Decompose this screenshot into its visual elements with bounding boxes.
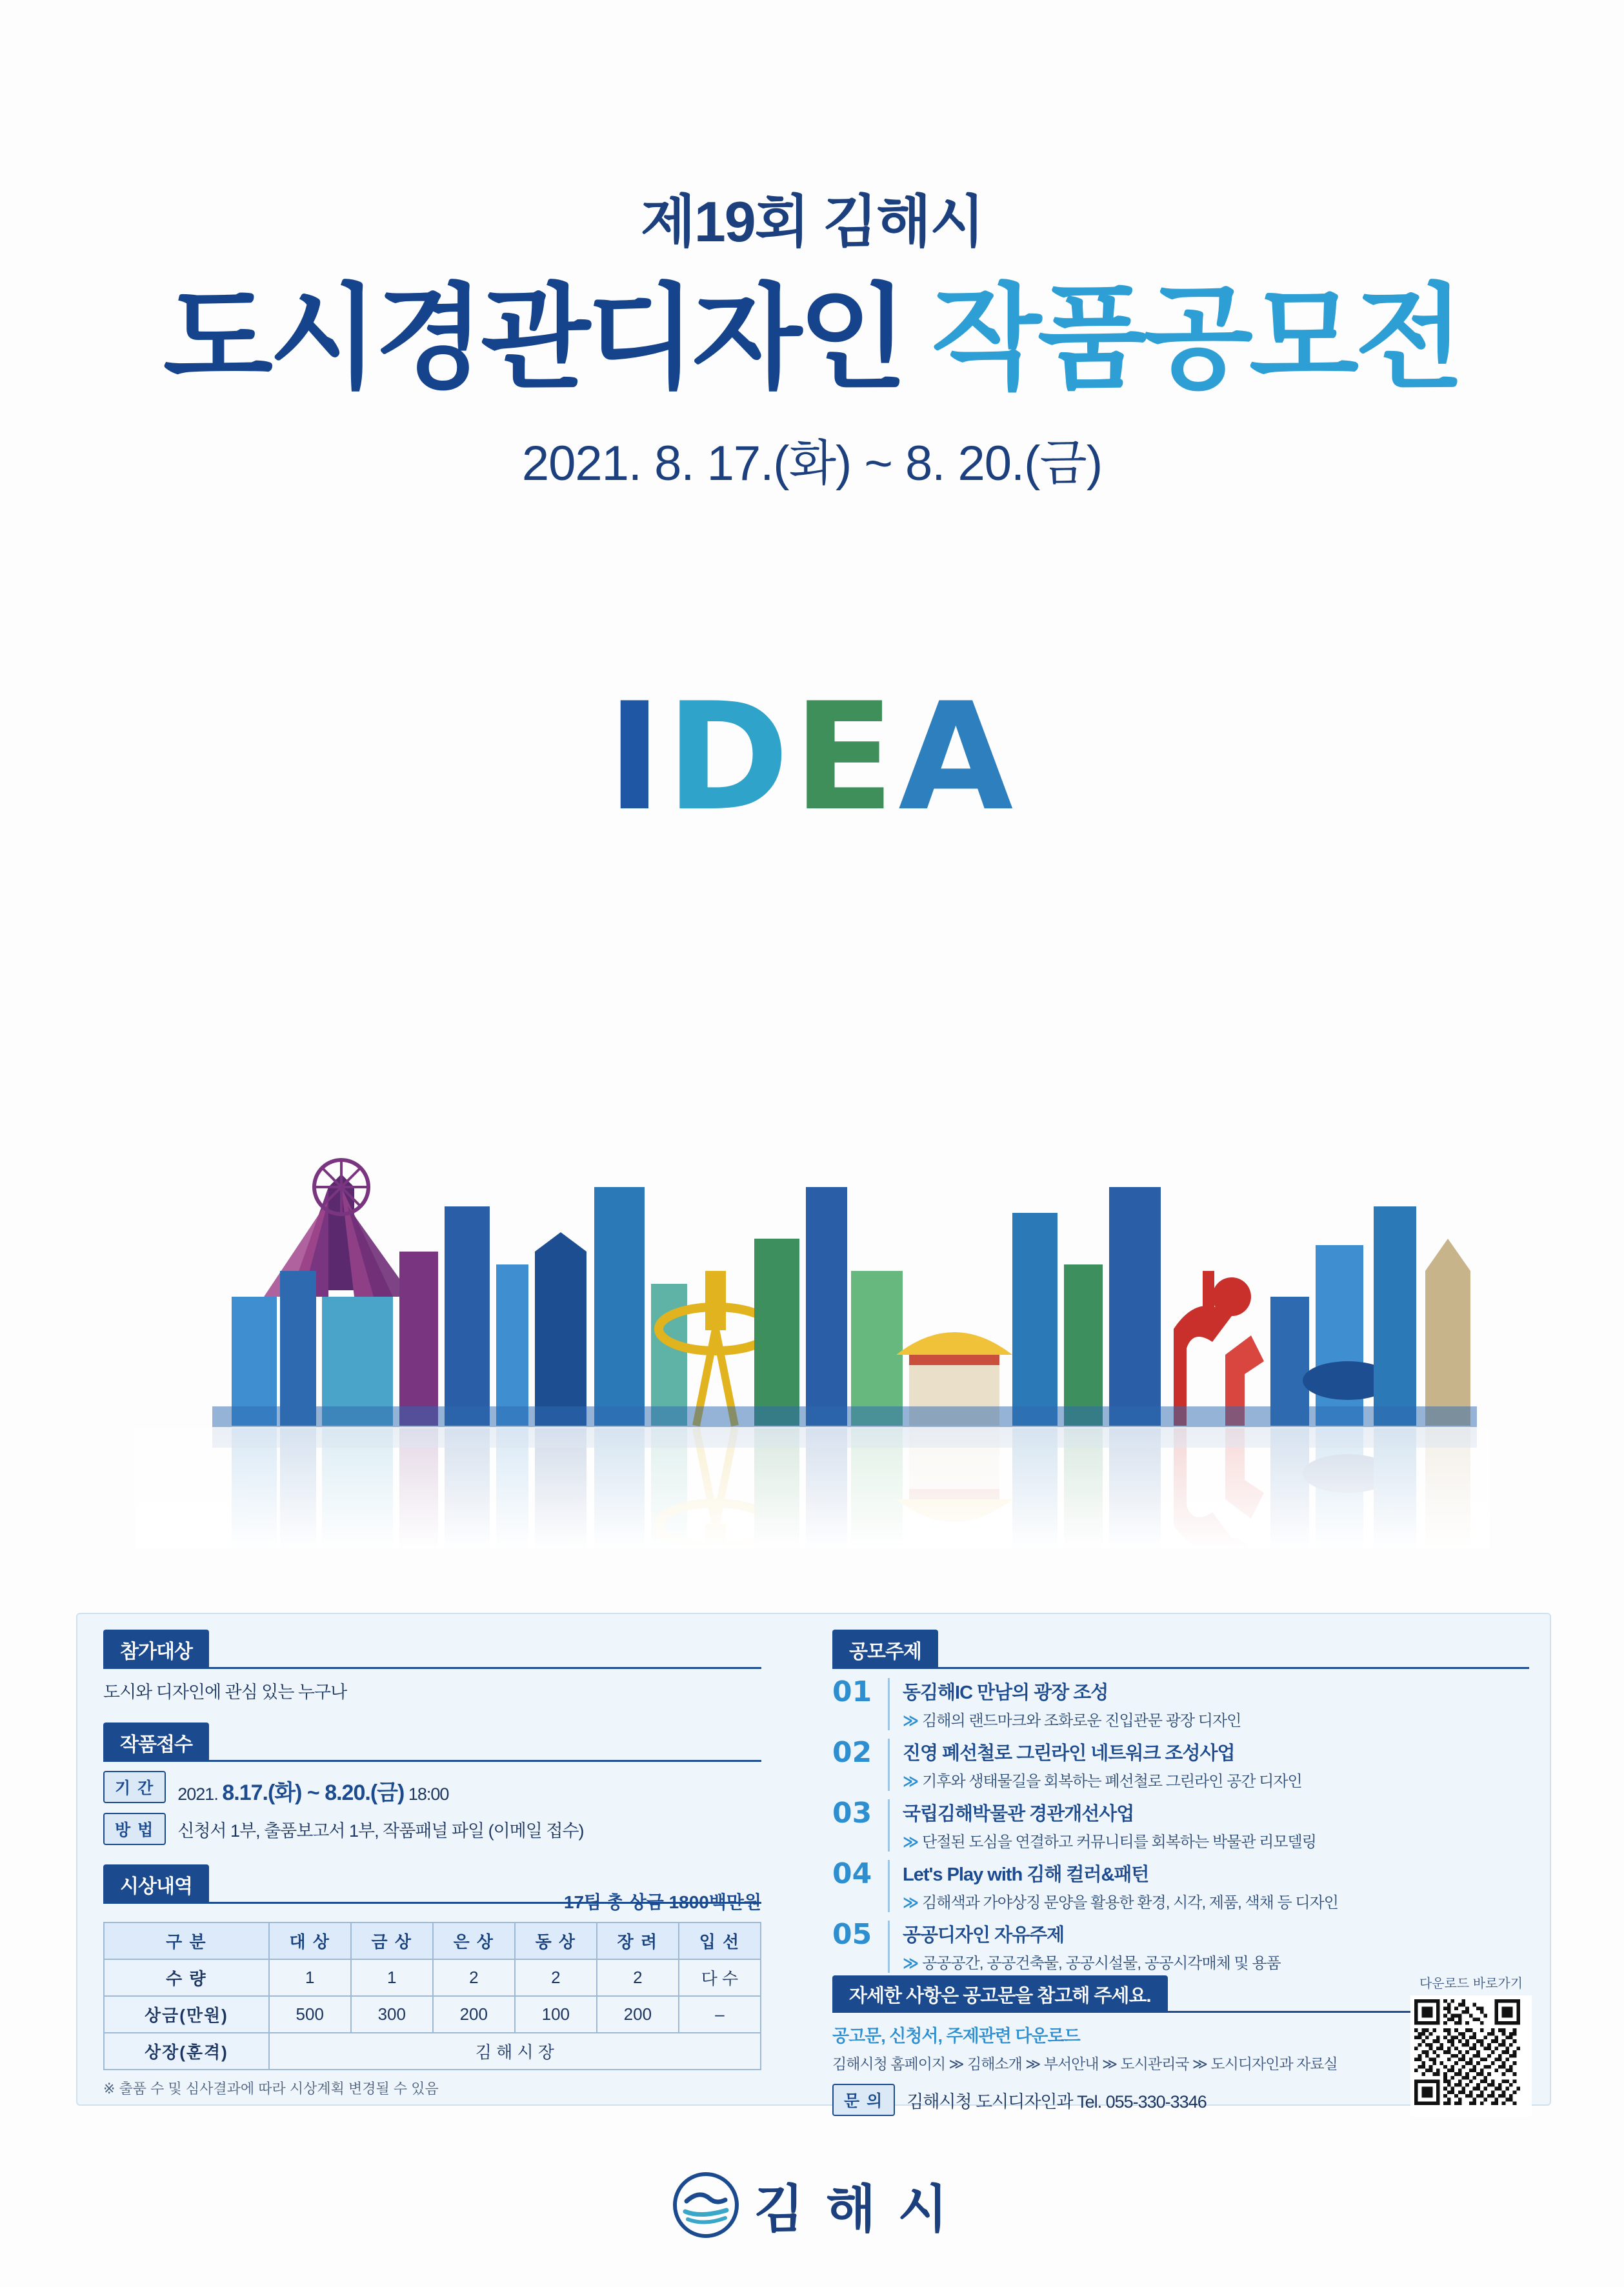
awards-col-4: 동 상: [515, 1922, 597, 1959]
awards-row0-cell1: 1: [351, 1959, 433, 1996]
poster-header: [0, 190, 1624, 494]
list-item: [832, 1918, 1529, 1973]
participants-heading: 참가대상: [103, 1630, 209, 1669]
topic-sub-04: [903, 1890, 1338, 1912]
participants-text: 도시와 디자인에 관심 있는 누구나: [103, 1683, 347, 1702]
table-row: [104, 1996, 761, 2033]
list-item: [832, 1857, 1529, 1912]
submission-section: [103, 1723, 761, 1845]
city-logo-text: 김 해 시: [754, 2181, 952, 2238]
qr-block[interactable]: [1407, 1973, 1536, 2117]
awards-row0-cell0: 1: [269, 1959, 351, 1996]
awards-col-0: 구 분: [104, 1922, 269, 1959]
awards-row1-cell3: 100: [515, 1996, 597, 2033]
awards-row0-cell5: 다 수: [679, 1959, 761, 1996]
city-logo: [672, 2168, 951, 2242]
notice-path-line: 김해시청 홈페이지 ≫ 김해소개 ≫ 부서안내 ≫ 도시관리국 ≫ 도시디자인과 자료실: [832, 2055, 1338, 2072]
awards-col-3: 은 상: [433, 1922, 515, 1959]
topic-title-02: 진영 폐선철로 그린라인 네트워크 조성사업: [903, 1743, 1235, 1764]
footer: [0, 2168, 1624, 2242]
table-row: [104, 2033, 761, 2070]
participants-section: [103, 1630, 761, 1703]
awards-heading: 시상내역: [103, 1864, 209, 1904]
topic-sub-text-05: 공공공간, 공공건축물, 공공시설물, 공공시각매체 및 용품: [922, 1955, 1281, 1972]
awards-row0-label: 수 량: [104, 1959, 269, 1996]
list-item: [832, 1736, 1529, 1791]
awards-col-6: 입 선: [679, 1922, 761, 1959]
contact-label: 문 의: [832, 2084, 895, 2116]
contact-value: 김해시청 도시디자인과 Tel. 055-330-3346: [907, 2092, 1207, 2112]
idea-letter-i: I: [606, 672, 667, 844]
submission-period-label: 기 간: [103, 1771, 166, 1803]
table-row: [104, 1959, 761, 1996]
topic-number-01: 01: [832, 1675, 872, 1708]
idea-wordmark: [0, 672, 1624, 844]
topic-title-01: 동김해IC 만남의 광장 조성: [903, 1683, 1108, 1703]
awards-footnote: ※ 출품 수 및 심사결과에 따라 시상계획 변경될 수 있음: [103, 2081, 439, 2097]
idea-letter-a: A: [898, 672, 1018, 844]
topic-title-05: 공공디자인 자유주제: [903, 1925, 1065, 1946]
awards-col-1: 대 상: [269, 1922, 351, 1959]
awards-row0-cell2: 2: [433, 1959, 515, 1996]
submission-method-value: 신청서 1부, 출품보고서 1부, 작품패널 파일 (이메일 접수): [177, 1821, 584, 1841]
topic-sub-text-01: 김해의 랜드마크와 조화로운 진입관문 광장 디자인: [922, 1712, 1241, 1730]
list-item: [832, 1799, 1529, 1852]
topic-sub-01: [903, 1708, 1241, 1730]
gimhae-logo-icon: [672, 2172, 739, 2239]
topic-sub-03: [903, 1829, 1316, 1852]
submission-period-row: [103, 1771, 761, 1806]
awards-row1-cell4: 200: [597, 1996, 679, 2033]
topic-sub-text-04: 김해색과 가야상징 문양을 활용한 환경, 시각, 제품, 색채 등 디자인: [922, 1894, 1338, 1912]
chevron-right-icon: ≫: [903, 1773, 919, 1790]
awards-section: [103, 1864, 761, 2098]
awards-cert-value: 김 해 시 장: [269, 2033, 761, 2070]
awards-col-5: 장 려: [597, 1922, 679, 1959]
notice-heading: 자세한 사항은 공고문을 참고해 주세요.: [832, 1975, 1168, 2013]
awards-total-note: 17팀 총 상금 1800백만원: [563, 1892, 761, 1912]
topic-title-04: Let's Play with 김해 컬러&패턴: [903, 1864, 1149, 1885]
page-title-part1: 도시경관디자인: [163, 275, 905, 402]
topics-heading: 공모주제: [832, 1630, 938, 1669]
qr-label: 다운로드 바로가기: [1419, 1977, 1523, 1991]
city-skyline-illustration: [0, 994, 1624, 1548]
submission-period-suffix: 18:00: [408, 1784, 449, 1804]
idea-letter-e: E: [793, 672, 899, 844]
topic-sub-text-02: 기후와 생태물길을 회복하는 폐선철로 그린라인 공간 디자인: [922, 1773, 1302, 1790]
notice-download-line: 공고문, 신청서, 주제관련 다운로드: [832, 2026, 1080, 2046]
topic-number-02: 02: [832, 1736, 872, 1769]
topic-sub-text-03: 단절된 도심을 연결하고 커뮤니티를 회복하는 박물관 리모델링: [922, 1833, 1316, 1851]
info-panel: [76, 1613, 1551, 2112]
submission-heading: 작품접수: [103, 1723, 209, 1762]
submission-period-main: 8.17.(화) ~ 8.20.(금): [222, 1781, 405, 1805]
awards-cert-label: 상장(훈격): [104, 2033, 269, 2070]
info-right-column: [832, 1630, 1529, 1973]
chevron-right-icon: ≫: [903, 1833, 919, 1851]
submission-period-prefix: 2021.: [177, 1784, 218, 1804]
awards-row1-cell0: 500: [269, 1996, 351, 2033]
poster-kicker: 제19회 김해시: [640, 190, 984, 254]
submission-method-label: 방 법: [103, 1813, 166, 1845]
awards-row1-cell2: 200: [433, 1996, 515, 2033]
qr-code-icon[interactable]: [1410, 1995, 1532, 2117]
awards-table-header-row: [104, 1922, 761, 1959]
info-left-column: [103, 1630, 761, 2098]
awards-row0-cell3: 2: [515, 1959, 597, 1996]
event-date-range: 2021. 8. 17.(화) ~ 8. 20.(금): [521, 436, 1103, 492]
idea-letter-d: D: [666, 672, 794, 844]
awards-row1-cell5: –: [679, 1996, 761, 2033]
list-item: [832, 1675, 1529, 1730]
topic-sub-02: [903, 1768, 1302, 1791]
page-title-part2: 작품공모전: [931, 275, 1461, 402]
topic-number-03: 03: [832, 1797, 872, 1830]
chevron-right-icon: ≫: [903, 1955, 919, 1972]
awards-col-2: 금 상: [351, 1922, 433, 1959]
topic-sub-05: [903, 1950, 1281, 1973]
awards-row1-label: 상금(만원): [104, 1996, 269, 2033]
submission-method-row: [103, 1813, 761, 1845]
chevron-right-icon: ≫: [903, 1712, 919, 1730]
chevron-right-icon: ≫: [903, 1894, 919, 1912]
topic-number-05: 05: [832, 1918, 872, 1951]
awards-table: [103, 1922, 761, 2070]
submission-period-value: [177, 1771, 448, 1806]
awards-row0-cell4: 2: [597, 1959, 679, 1996]
awards-row1-cell1: 300: [351, 1996, 433, 2033]
page-title: [0, 275, 1624, 402]
topic-number-04: 04: [832, 1857, 872, 1890]
topic-title-03: 국립김해박물관 경관개선사업: [903, 1804, 1134, 1824]
